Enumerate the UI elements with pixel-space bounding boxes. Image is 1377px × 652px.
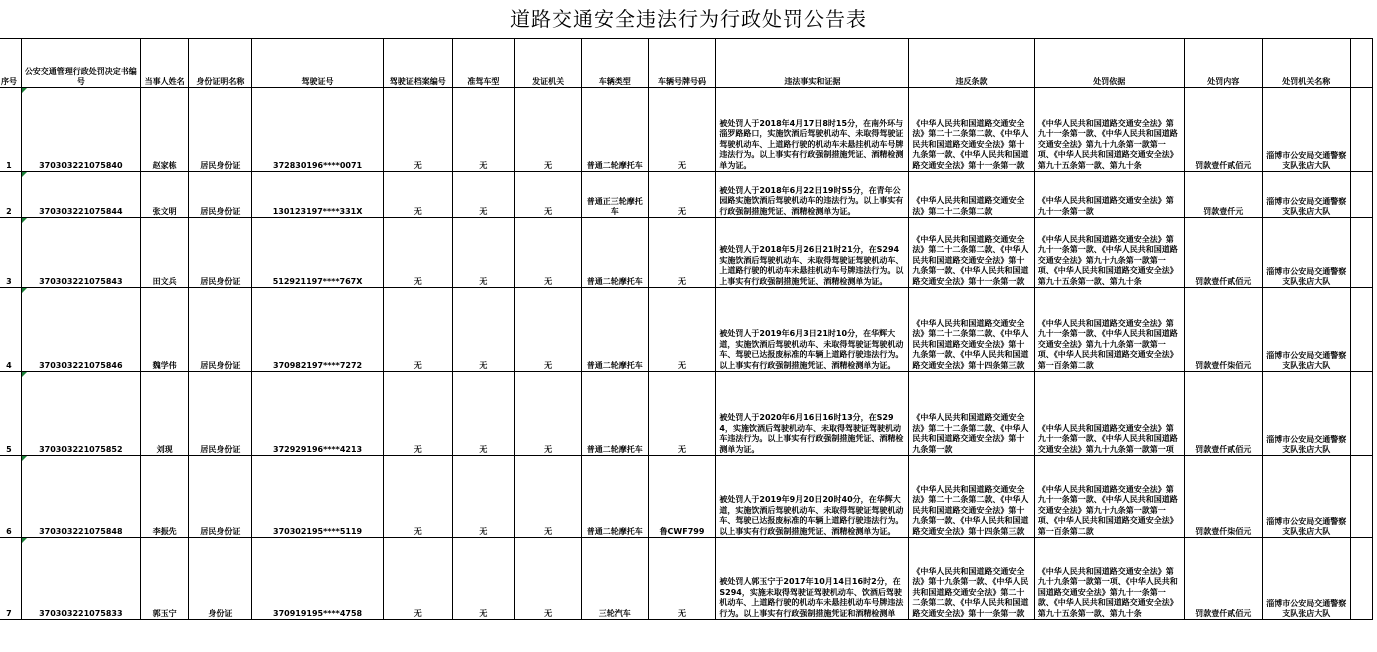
table-row	[0, 288, 1373, 372]
vehicle-class-cell: 无	[452, 88, 515, 172]
id-type-cell: 居民身份证	[189, 372, 252, 456]
row-number-cell: 7	[0, 538, 21, 620]
penalty-basis-cell: 《中华人民共和国道路交通安全法》第九十一条第一款、《中华人民共和国道路交通安全法》第九十九条第一款第一项、《中华人民共和国道路交通安全法》第一百条第二款	[1034, 288, 1184, 372]
plate-number-cell: 无	[648, 288, 716, 372]
id-type-cell: 居民身份证	[189, 218, 252, 288]
header-cell: 处罚依据	[1034, 39, 1184, 88]
violation-facts-cell: 被处罚人于2019年6月3日21时10分，在华辉大道，实施饮酒后驾驶机动车、未取得驾驶证驾驶机动车、驾驶已达报废标准的车辆上道路行驶违法行为。以上事实有行政强制措施凭证、酒精检测单为证。	[716, 288, 909, 372]
empty-cell	[1351, 456, 1373, 538]
id-type-cell: 居民身份证	[189, 288, 252, 372]
penalty-org-cell: 淄博市公安局交通警察支队张店大队	[1262, 372, 1351, 456]
header-cell: 车辆号牌号码	[648, 39, 716, 88]
penalty-org-cell: 淄博市公安局交通警察支队张店大队	[1262, 88, 1351, 172]
header-cell: 车辆类型	[581, 39, 648, 88]
license-archive-cell: 无	[383, 456, 452, 538]
header-cell: 处罚机关名称	[1262, 39, 1351, 88]
table-row	[0, 456, 1373, 538]
violation-facts-cell: 被处罚人于2020年6月16日16时13分，在S294，实施饮酒后驾驶机动车、未取得驾驶证驾驶机动车违法行为。以上事实有行政强制措施凭证、酒精检测单为证。	[716, 372, 909, 456]
party-name-cell: 张文明	[140, 172, 189, 218]
vehicle-class-cell: 无	[452, 218, 515, 288]
party-name-cell: 李振先	[140, 456, 189, 538]
violation-facts-cell: 被处罚人于2018年5月26日21时21分，在S294实施饮酒后驾驶机动车、未取得驾驶证驾驶机动车、上道路行驶的机动车未悬挂机动车号牌违法行为。以上事实有行政强制措施凭证、酒精检测单为证。	[716, 218, 909, 288]
violated-clause-cell: 《中华人民共和国道路交通安全法》第二十二条第二款、《中华人民共和国道路交通安全法》第十九条第一款、《中华人民共和国道路交通安全法》第十四条第三款	[909, 456, 1034, 538]
row-number-cell: 1	[0, 88, 21, 172]
header-cell: 驾驶证号	[252, 39, 384, 88]
id-type-cell: 居民身份证	[189, 172, 252, 218]
vehicle-class-cell: 无	[452, 288, 515, 372]
penalty-table	[0, 38, 1373, 620]
violation-facts-cell: 被处罚人于2018年4月17日8时15分，在南外环与淄罗路路口，实施饮酒后驾驶机动车、未取得驾驶证驾驶机动车、上道路行驶的机动车未悬挂机动车号牌违法行为。以上事实有行政强制措施凭证、酒精检测单为证。	[716, 88, 909, 172]
row-number-cell: 4	[0, 288, 21, 372]
party-name-cell: 魏学伟	[140, 288, 189, 372]
penalty-content-cell: 罚款壹仟贰佰元	[1184, 372, 1262, 456]
decision-number-cell: 370303221075840	[21, 88, 140, 172]
empty-cell	[1351, 288, 1373, 372]
penalty-basis-cell: 《中华人民共和国道路交通安全法》第九十一条第一款	[1034, 172, 1184, 218]
empty-cell	[1351, 372, 1373, 456]
license-archive-cell: 无	[383, 288, 452, 372]
violated-clause-cell: 《中华人民共和国道路交通安全法》第二十二条第二款、《中华人民共和国道路交通安全法》第十九条第一款、《中华人民共和国道路交通安全法》第十一条第一款	[909, 218, 1034, 288]
vehicle-type-cell: 普通二轮摩托车	[581, 218, 648, 288]
violated-clause-cell: 《中华人民共和国道路交通安全法》第二十二条第二款、《中华人民共和国道路交通安全法》第十九条第一款、《中华人民共和国道路交通安全法》第十一条第一款	[909, 88, 1034, 172]
penalty-content-cell: 罚款壹仟元	[1184, 172, 1262, 218]
license-number-cell: 512921197****767X	[252, 218, 384, 288]
vehicle-type-cell: 普通正三轮摩托车	[581, 172, 648, 218]
penalty-basis-cell: 《中华人民共和国道路交通安全法》第九十九条第一款第一项、《中华人民共和国道路交通安全法》第九十一条第一款、《中华人民共和国道路交通安全法》第九十五条第一款、第九十条	[1034, 538, 1184, 620]
issuer-cell: 无	[515, 288, 582, 372]
id-type-cell: 居民身份证	[189, 456, 252, 538]
vehicle-type-cell: 普通二轮摩托车	[581, 456, 648, 538]
license-number-cell: 372830196****0071	[252, 88, 384, 172]
penalty-org-cell: 淄博市公安局交通警察支队张店大队	[1262, 288, 1351, 372]
vehicle-type-cell: 三轮汽车	[581, 538, 648, 620]
id-type-cell: 身份证	[189, 538, 252, 620]
penalty-org-cell: 淄博市公安局交通警察支队张店大队	[1262, 538, 1351, 620]
penalty-org-cell: 淄博市公安局交通警察支队张店大队	[1262, 218, 1351, 288]
plate-number-cell: 无	[648, 172, 716, 218]
license-number-cell: 130123197****331X	[252, 172, 384, 218]
decision-number-cell: 370303221075848	[21, 456, 140, 538]
license-number-cell: 370982197****7272	[252, 288, 384, 372]
penalty-content-cell: 罚款壹仟柒佰元	[1184, 288, 1262, 372]
violated-clause-cell: 《中华人民共和国道路交通安全法》第十九条第一款、《中华人民共和国道路交通安全法》第二十二条第二款、《中华人民共和国道路交通安全法》第十一条第一款	[909, 538, 1034, 620]
table-row	[0, 88, 1373, 172]
decision-number-cell: 370303221075844	[21, 172, 140, 218]
row-number-cell: 3	[0, 218, 21, 288]
violation-facts-cell: 被处罚人于2019年9月20日20时40分，在华辉大道，实施饮酒后驾驶机动车、未取得驾驶证驾驶机动车、驾驶已达报废标准的车辆上道路行驶违法行为。以上事实有行政强制措施凭证、酒精检测单为证。	[716, 456, 909, 538]
issuer-cell: 无	[515, 372, 582, 456]
header-cell: 序号	[0, 39, 21, 88]
party-name-cell: 赵家栋	[140, 88, 189, 172]
plate-number-cell: 无	[648, 372, 716, 456]
empty-cell	[1351, 538, 1373, 620]
empty-cell	[1351, 88, 1373, 172]
violated-clause-cell: 《中华人民共和国道路交通安全法》第二十二条第二款、《中华人民共和国道路交通安全法》第十九条第一款、《中华人民共和国道路交通安全法》第十四条第三款	[909, 288, 1034, 372]
vehicle-class-cell: 无	[452, 456, 515, 538]
penalty-content-cell: 罚款壹仟柒佰元	[1184, 456, 1262, 538]
row-number-cell: 2	[0, 172, 21, 218]
penalty-org-cell: 淄博市公安局交通警察支队张店大队	[1262, 456, 1351, 538]
penalty-content-cell: 罚款壹仟贰佰元	[1184, 218, 1262, 288]
vehicle-class-cell: 无	[452, 372, 515, 456]
violation-facts-cell: 被处罚人郭玉宁于2017年10月14日16时2分，在S294，实施未取得驾驶证驾驶机动车、饮酒后驾驶机动车、上道路行驶的机动车未悬挂机动车号牌违法行为。以上事实有行政强制措施凭证和酒精检测单	[716, 538, 909, 620]
header-cell: 违法事实和证据	[716, 39, 909, 88]
penalty-org-cell: 淄博市公安局交通警察支队张店大队	[1262, 172, 1351, 218]
vehicle-type-cell: 普通二轮摩托车	[581, 372, 648, 456]
issuer-cell: 无	[515, 218, 582, 288]
empty-cell	[1351, 172, 1373, 218]
table-row	[0, 538, 1373, 620]
decision-number-cell: 370303221075846	[21, 288, 140, 372]
page-title: 道路交通安全违法行为行政处罚公告表	[510, 7, 867, 31]
table-row	[0, 172, 1373, 218]
row-number-cell: 5	[0, 372, 21, 456]
id-type-cell: 居民身份证	[189, 88, 252, 172]
party-name-cell: 刘现	[140, 372, 189, 456]
decision-number-cell: 370303221075833	[21, 538, 140, 620]
license-archive-cell: 无	[383, 172, 452, 218]
empty-cell	[1351, 218, 1373, 288]
header-cell: 违反条款	[909, 39, 1034, 88]
penalty-basis-cell: 《中华人民共和国道路交通安全法》第九十一条第一款、《中华人民共和国道路交通安全法》第九十九条第一款第一项、《中华人民共和国道路交通安全法》第九十五条第一款、第九十条	[1034, 88, 1184, 172]
party-name-cell: 田文兵	[140, 218, 189, 288]
vehicle-class-cell: 无	[452, 172, 515, 218]
penalty-basis-cell: 《中华人民共和国道路交通安全法》第九十一条第一款、《中华人民共和国道路交通安全法》第九十九条第一款第一项、《中华人民共和国道路交通安全法》第九十五条第一款、第九十条	[1034, 218, 1184, 288]
header-cell: 发证机关	[515, 39, 582, 88]
penalty-basis-cell: 《中华人民共和国道路交通安全法》第九十一条第一款、《中华人民共和国道路交通安全法》第九十九条第一款第一项	[1034, 372, 1184, 456]
plate-number-cell: 鲁CWF799	[648, 456, 716, 538]
license-number-cell: 370302195****5119	[252, 456, 384, 538]
vehicle-type-cell: 普通二轮摩托车	[581, 288, 648, 372]
penalty-basis-cell: 《中华人民共和国道路交通安全法》第九十一条第一款、《中华人民共和国道路交通安全法》第九十九条第一款第一项、《中华人民共和国道路交通安全法》第一百条第二款	[1034, 456, 1184, 538]
plate-number-cell: 无	[648, 88, 716, 172]
header-cell: 当事人姓名	[140, 39, 189, 88]
issuer-cell: 无	[515, 88, 582, 172]
header-cell: 处罚内容	[1184, 39, 1262, 88]
vehicle-class-cell: 无	[452, 538, 515, 620]
license-archive-cell: 无	[383, 218, 452, 288]
license-number-cell: 372929196****4213	[252, 372, 384, 456]
header-cell: 准驾车型	[452, 39, 515, 88]
license-archive-cell: 无	[383, 372, 452, 456]
plate-number-cell: 无	[648, 218, 716, 288]
issuer-cell: 无	[515, 456, 582, 538]
license-number-cell: 370919195****4758	[252, 538, 384, 620]
issuer-cell: 无	[515, 172, 582, 218]
license-archive-cell: 无	[383, 88, 452, 172]
violated-clause-cell: 《中华人民共和国道路交通安全法》第二十二条第二款	[909, 172, 1034, 218]
header-cell: 驾驶证档案编号	[383, 39, 452, 88]
penalty-content-cell: 罚款壹仟贰佰元	[1184, 88, 1262, 172]
header-cell: 身份证明名称	[189, 39, 252, 88]
party-name-cell: 郭玉宁	[140, 538, 189, 620]
violation-facts-cell: 被处罚人于2018年6月22日19时55分，在青年公园路实施饮酒后驾驶机动车的违法行为。以上事实有行政强制措施凭证、酒精检测单为证。	[716, 172, 909, 218]
license-archive-cell: 无	[383, 538, 452, 620]
issuer-cell: 无	[515, 538, 582, 620]
table-row	[0, 372, 1373, 456]
decision-number-cell: 370303221075852	[21, 372, 140, 456]
decision-number-cell: 370303221075843	[21, 218, 140, 288]
penalty-content-cell: 罚款壹仟贰佰元	[1184, 538, 1262, 620]
row-number-cell: 6	[0, 456, 21, 538]
violated-clause-cell: 《中华人民共和国道路交通安全法》第二十二条第二款、《中华人民共和国道路交通安全法》第十九条第一款	[909, 372, 1034, 456]
plate-number-cell: 无	[648, 538, 716, 620]
header-cell: 公安交通管理行政处罚决定书编号	[21, 39, 140, 88]
header-row	[0, 39, 1373, 88]
empty-cell	[1351, 39, 1373, 88]
table-row	[0, 218, 1373, 288]
vehicle-type-cell: 普通二轮摩托车	[581, 88, 648, 172]
